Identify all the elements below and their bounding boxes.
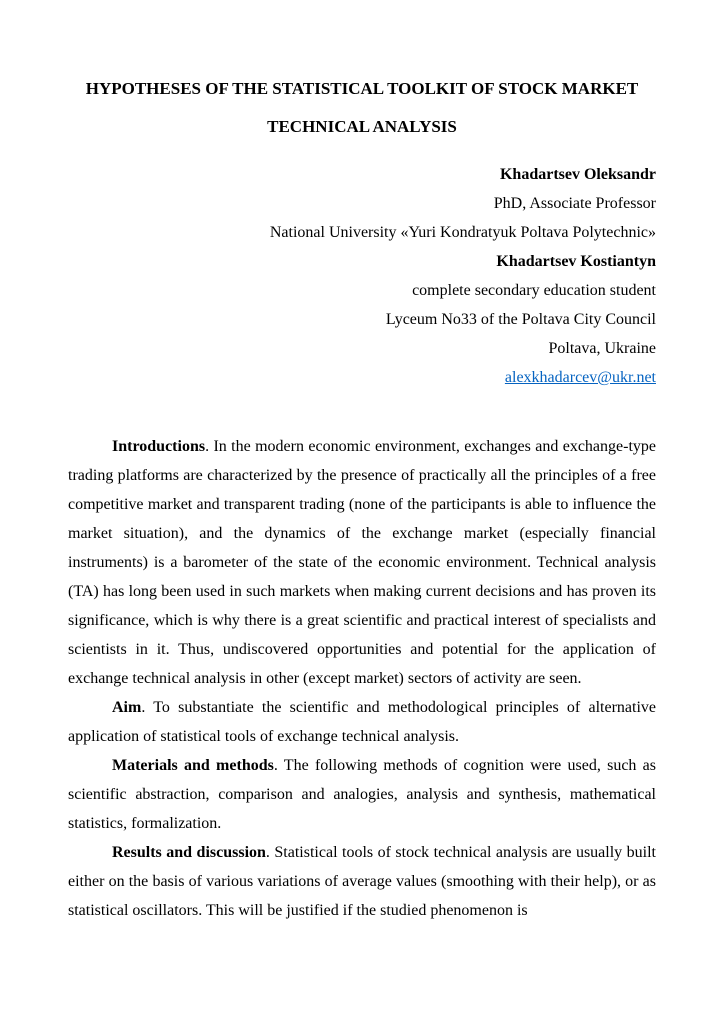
section-lead-aim: Aim — [112, 699, 142, 716]
section-text-aim: . To substantiate the scientific and methodological principles of alternative application of statistical tools of exchange technical analysis. — [68, 699, 656, 745]
paragraph-aim — [68, 693, 656, 751]
section-text-materials-methods: . The following methods of cognition were used, such as scientific abstraction, comparison and analogies, analysis and synthesis, mathematical statistics, formalization. — [68, 757, 657, 832]
paper-title-line-2: TECHNICAL ANALYSIS — [267, 117, 457, 136]
section-lead-introductions: Introductions — [112, 438, 206, 455]
section-lead-results-discussion: Results and discussion — [112, 844, 266, 861]
author-block — [68, 160, 656, 392]
paragraph-materials-methods — [68, 751, 656, 838]
paper-title-line-1: HYPOTHESES OF THE STATISTICAL TOOLKIT OF STOCK MARKET — [85, 79, 639, 98]
section-lead-materials-methods: Materials and methods — [112, 757, 274, 774]
author-location: Poltava, Ukraine — [548, 340, 656, 357]
section-text-results-discussion: . Statistical tools of stock technical analysis are usually built either on the basis of various variations of average values (smoothing with their help), or as statistical oscillators. This will be justified if the studied phenomenon is — [68, 844, 656, 919]
author1-name: Khadartsev Oleksandr — [499, 166, 656, 183]
author-email-line — [68, 363, 656, 392]
email-link[interactable]: alexkhadarcev@ukr.net — [504, 369, 656, 386]
section-text-introductions: . In the modern economic environment, exchanges and exchange-type trading platforms are characterized by the presence of practically all the principles of a free competitive market and transparent trading (none of the participants is able to influence the market situation), and the dynamics of the exchange market (especially financial instruments) is a barometer of the state of the economic environment. Technical analysis (TA) has long been used in such markets when making current decisions and has proven its significance, which is why there is a great scientific and practical interest of specialists and scientists in it. Thus, undiscovered opportunities and potential for the application of exchange technical analysis in other (except market) sectors of activity are seen. — [68, 438, 656, 687]
author1-role: PhD, Associate Professor — [493, 195, 656, 212]
paper-title — [68, 70, 656, 146]
paragraph-results-discussion — [68, 838, 656, 925]
author2-affiliation: Lyceum No33 of the Poltava City Council — [385, 311, 656, 328]
paragraph-introductions — [68, 432, 656, 693]
author2-name: Khadartsev Kostiantyn — [496, 253, 656, 270]
paper-body — [68, 432, 656, 925]
author2-role: complete secondary education student — [412, 282, 656, 299]
author1-affiliation: National University «Yuri Kondratyuk Poltava Polytechnic» — [269, 224, 656, 241]
